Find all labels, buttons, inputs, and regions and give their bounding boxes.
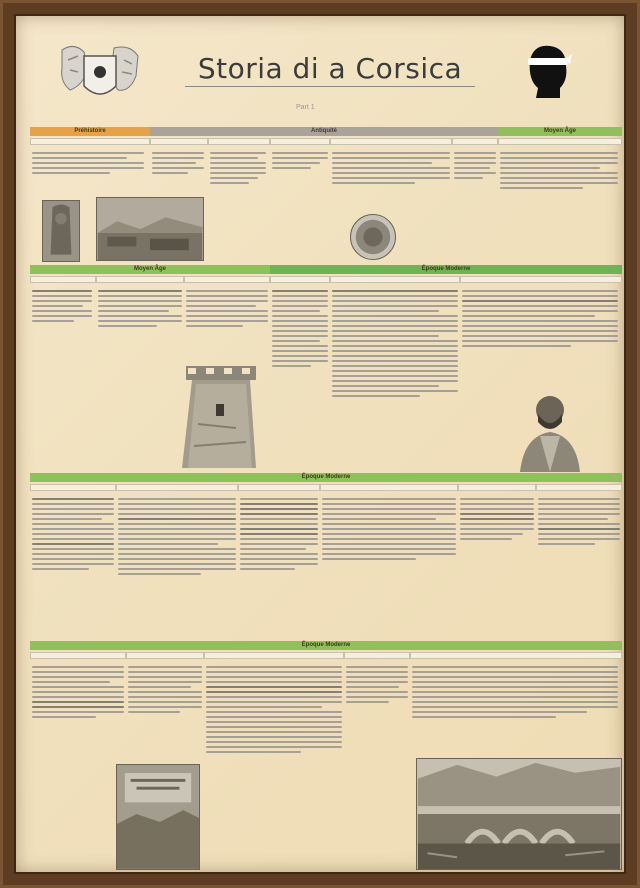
date-strip	[30, 652, 126, 659]
date-strip	[204, 652, 344, 659]
text-block	[460, 498, 534, 543]
section-middle-ages: Moyen Âge	[30, 265, 270, 274]
ancient-coin-photo	[350, 214, 396, 260]
date-strip	[498, 138, 622, 145]
section-contemporary: Époque Moderne	[30, 641, 622, 650]
text-block	[346, 666, 408, 706]
pasquale-paoli-portrait	[514, 388, 586, 472]
text-block	[412, 666, 618, 721]
text-block	[500, 152, 618, 192]
text-block	[332, 290, 458, 400]
text-block	[128, 666, 202, 716]
historic-document-photo	[116, 764, 200, 870]
date-strip	[116, 484, 238, 491]
date-strip	[208, 138, 270, 145]
text-block	[118, 498, 236, 578]
section-early-modern: Époque Moderne	[270, 265, 622, 274]
page-title: Storia di a Corsica	[197, 52, 463, 85]
date-strip	[270, 276, 330, 283]
date-strip	[30, 276, 96, 283]
genoese-tower-photo	[176, 364, 266, 470]
bridge-engraving-photo	[416, 758, 622, 870]
text-block	[454, 152, 496, 182]
statue-menhir-photo	[42, 200, 80, 262]
date-strip	[536, 484, 622, 491]
text-block	[272, 290, 328, 370]
date-strip	[150, 138, 208, 145]
date-strip	[30, 484, 116, 491]
date-strip	[330, 276, 460, 283]
date-strip	[452, 138, 498, 145]
date-strip	[330, 138, 452, 145]
text-block	[462, 290, 618, 350]
section-antiquity: Antiquité	[150, 127, 498, 136]
date-strip	[320, 484, 458, 491]
date-strip	[460, 276, 622, 283]
page-subtitle: Part 1	[296, 104, 315, 111]
date-strip	[30, 138, 150, 145]
text-block	[272, 152, 328, 172]
date-strip	[126, 652, 204, 659]
text-block	[538, 498, 620, 548]
text-block	[186, 290, 268, 330]
text-block	[32, 498, 114, 573]
date-strip	[270, 138, 330, 145]
text-block	[332, 152, 450, 187]
date-strip	[344, 652, 410, 659]
date-strip	[238, 484, 320, 491]
date-strip	[96, 276, 184, 283]
archaeological-site-photo	[96, 197, 204, 261]
section-middle-ages-top: Moyen Âge	[498, 127, 622, 136]
section-prehistory: Préhistoire	[30, 127, 150, 136]
text-block	[240, 498, 318, 573]
text-block	[210, 152, 266, 187]
date-strip	[184, 276, 270, 283]
date-strip	[410, 652, 622, 659]
text-block	[98, 290, 182, 330]
text-block	[206, 666, 342, 756]
text-block	[32, 152, 144, 177]
text-block	[32, 666, 124, 721]
date-strip	[458, 484, 536, 491]
text-block	[322, 498, 456, 563]
section-modern-era: Époque Moderne	[30, 473, 622, 482]
coat-of-arms-icon	[54, 40, 146, 108]
text-block	[152, 152, 204, 177]
moor-head-icon	[520, 40, 574, 102]
text-block	[32, 290, 92, 325]
title-underline	[185, 86, 475, 87]
